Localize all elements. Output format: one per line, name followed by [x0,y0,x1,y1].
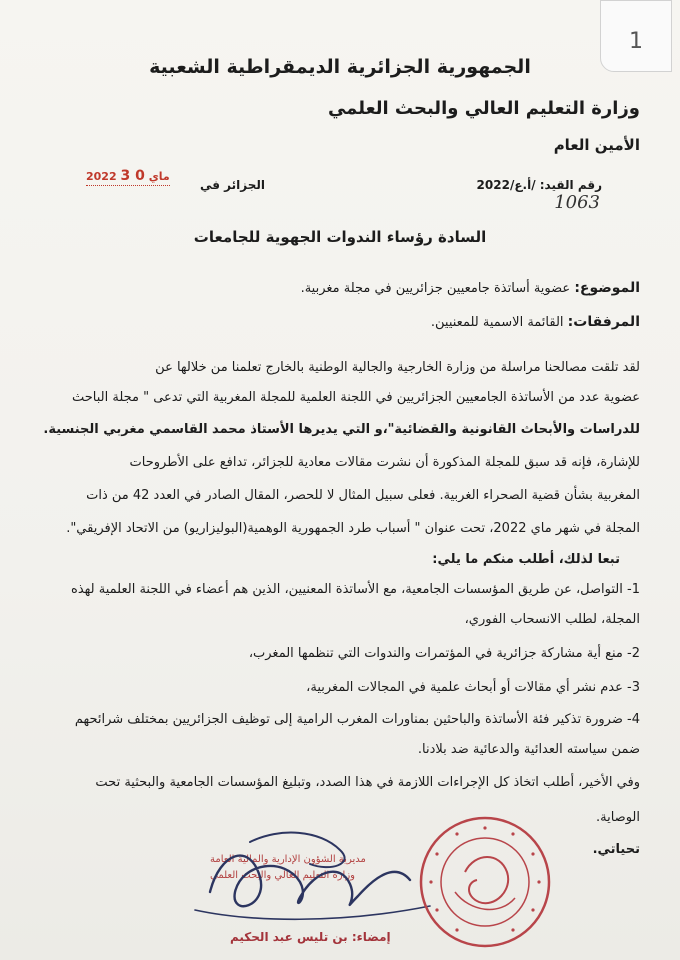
signatory-name: إمضاء: بن تليس عبد الحكيم [230,930,391,944]
list-item: 4- ضرورة تذكير فئة الأساتذة والباحثين بمناورات المغرب الرامية إلى توظيف الجزائريين بمختلف شرائحهم [74,712,640,727]
closing-line: وفي الأخير، أطلب اتخاذ كل الإجراءات اللازمة في هذا الصدد، وتبليغ المؤسسات الجامعية والبحثية تحت [95,775,640,790]
attachments-label: المرفقات: [567,314,640,330]
greeting: تحياتي. [592,842,640,857]
date-stamp [86,168,170,186]
page-number: 1 [629,29,643,54]
list-item: ضمن سياسته العدائية والدعائية ضد بلادنا. [417,742,640,757]
handwritten-signature [190,822,450,932]
paragraph2-line: المغربية بشأن قضية الصحراء الغربية. فعلى سبيل المثال لا للحصر، المقال الصادر في العدد 42 من ذات [86,488,640,503]
official-seal-icon [415,812,555,952]
subject-label: الموضوع: [574,280,640,296]
paragraph2-line: للإشارة، فإنه قد سبق للمجلة المذكورة أن نشرت مقالات معادية للجزائر، تدافع على الأطروحات [129,455,640,470]
paragraph1-line: لقد تلقت مصالحنا مراسلة من وزارة الخارجية والجالية الوطنية بالخارج تعلمنا من خلالها عن [155,360,640,375]
subject-line [40,280,640,296]
request-intro: تبعا لذلك، أطلب منكم ما يلي: [432,552,620,567]
stamp-line: وزارة التعليم العالي والبحث العلمي [210,870,355,881]
reference-number: 1063 [554,192,600,213]
attachments-line [40,314,640,330]
paragraph1-line: عضوية عدد من الأساتذة الجامعيين الجزائريين في اللجنة العلمية للمجلة المغربية التي تدعى " مجلة الباحث [71,390,640,405]
paragraph2-line: المجلة في شهر ماي 2022، تحت عنوان " أسباب طرد الجمهورية الوهمية(البوليزاريو) من الاتحاد الإفريقي". [66,521,640,536]
date-stamp-day: 0 3 [120,168,145,184]
reference-label: رقم القيد: /أ.ع/2022 [476,178,602,192]
list-item: 1- التواصل، عن طريق المؤسسات الجامعية، مع الأساتذة المعنيين، الذين هم أعضاء في اللجنة العلمية لهذه [71,582,640,597]
subject-text: عضوية أساتذة جامعيين جزائريين في مجلة مغربية. [300,281,571,296]
list-item: 3- عدم نشر أي مقالات أو أبحاث علمية في المجالات المغربية، [306,680,640,695]
office-heading: الأمين العام [553,136,640,154]
list-item: المجلة، لطلب الانسحاب الفوري، [464,612,640,627]
signature-block [190,812,550,960]
date-stamp-year: 2022 [86,170,117,183]
list-item: 2- منع أية مشاركة جزائرية في المؤتمرات والندوات التي تنظمها المغرب، [248,646,640,661]
place-label: الجزائر في [200,178,265,192]
paragraph1-line: للدراسات والأبحاث القانونية والقضائية"،و التي يديرها الأستاذ محمد القاسمي مغربي الجنسية. [43,422,640,437]
attachments-text: القائمة الاسمية للمعنيين. [430,315,564,330]
addressee: السادة رؤساء الندوات الجهوية للجامعات [193,228,487,246]
stamp-line: مديرية الشؤون الإدارية والمالية العامة [210,854,366,865]
ministry-heading: وزارة التعليم العالي والبحث العلمي [327,98,640,119]
republic-heading: الجمهورية الجزائرية الديمقراطية الشعبية [149,56,531,78]
date-stamp-month: ماي [148,170,170,183]
closing-line: الوصاية. [595,810,640,825]
